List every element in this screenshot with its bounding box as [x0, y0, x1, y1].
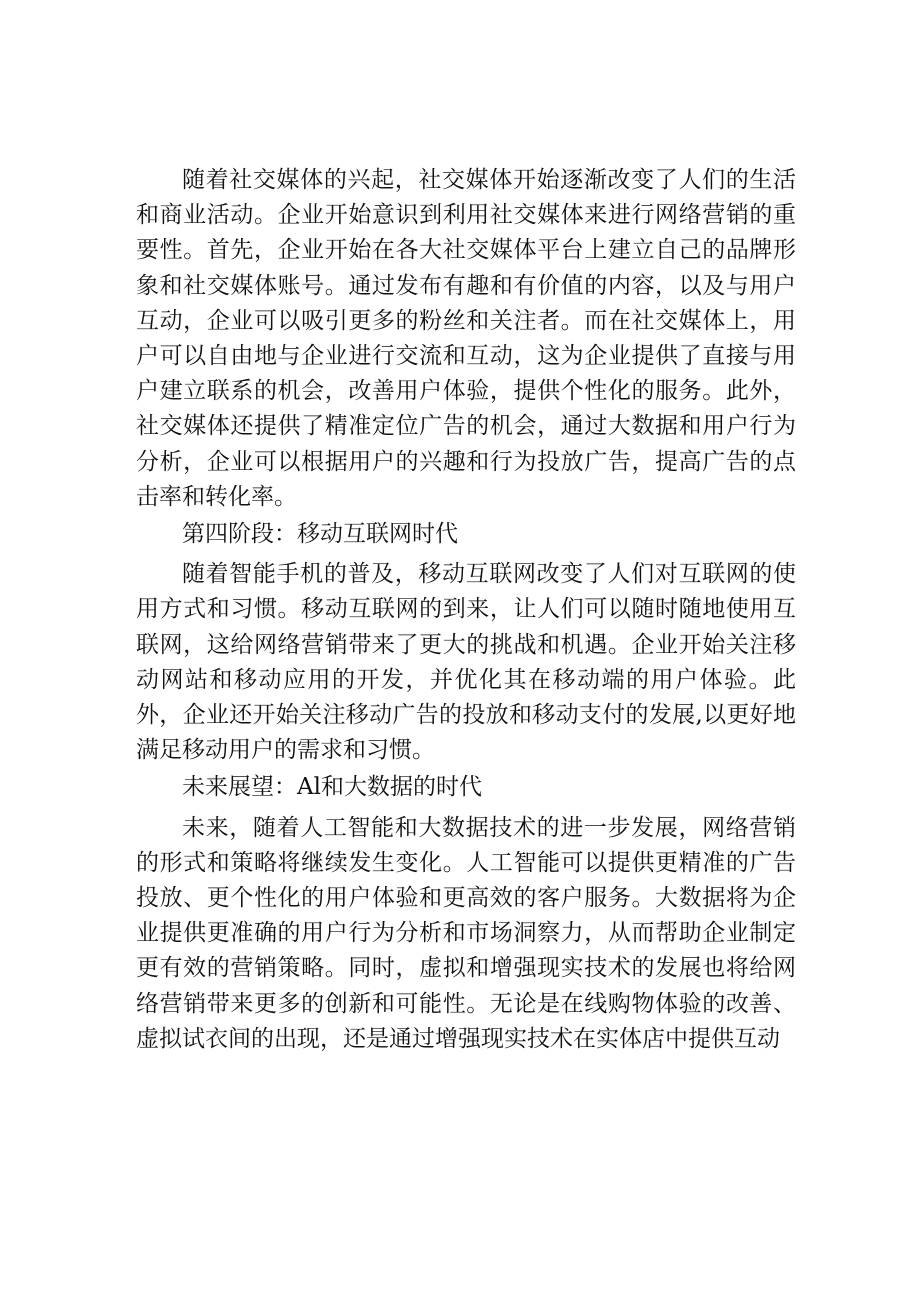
document-page [136, 163, 796, 1057]
body-paragraph-social-media: 随着社交媒体的兴起，社交媒体开始逐渐改变了人们的生活和商业活动。企业开始意识到利用社交媒体来进行网络营销的重要性。首先，企业开始在各大社交媒体平台上建立自己的品牌形象和社交媒体账号。通过发布有趣和有价值的内容，以及与用户互动，企业可以吸引更多的粉丝和关注者。而在社交媒体上，用户可以自由地与企业进行交流和互动，这为企业提供了直接与用户建立联系的机会，改善用户体验，提供个性化的服务。此外，社交媒体还提供了精准定位广告的机会，通过大数据和用户行为分析，企业可以根据用户的兴趣和行为投放广告，提高广告的点击率和转化率。 [136, 167, 796, 510]
body-paragraph-mobile-internet: 随着智能手机的普及，移动互联网改变了人们对互联网的使用方式和习惯。移动互联网的到来，让人们可以随时随地使用互联网，这给网络营销带来了更大的挑战和机遇。企业开始关注移动网站和移动应用的开发，并优化其在移动端的用户体验。此外，企业还开始关注移动广告的投放和移动支付的发展,以更好地满足移动用户的需求和习惯。 [136, 561, 796, 764]
body-paragraph-ai-big-data: 未来，随着人工智能和大数据技术的进一步发展，网络营销的形式和策略将继续发生变化。人工智能可以提供更精准的广告投放、更个性化的用户体验和更高效的客户服务。大数据将为企业提供更准确的用户行为分析和市场洞察力，从而帮助企业制定更有效的营销策略。同时，虚拟和增强现实技术的发展也将给网络营销带来更多的创新和可能性。无论是在线购物体验的改善、虚拟试衣间的出现，还是通过增强现实技术在实体店中提供互动 [136, 814, 796, 1052]
section-heading-mobile-internet: 第四阶段：移动互联网时代 [182, 521, 458, 548]
section-heading-future-outlook: 未来展望：Al和大数据的时代 [182, 774, 482, 801]
